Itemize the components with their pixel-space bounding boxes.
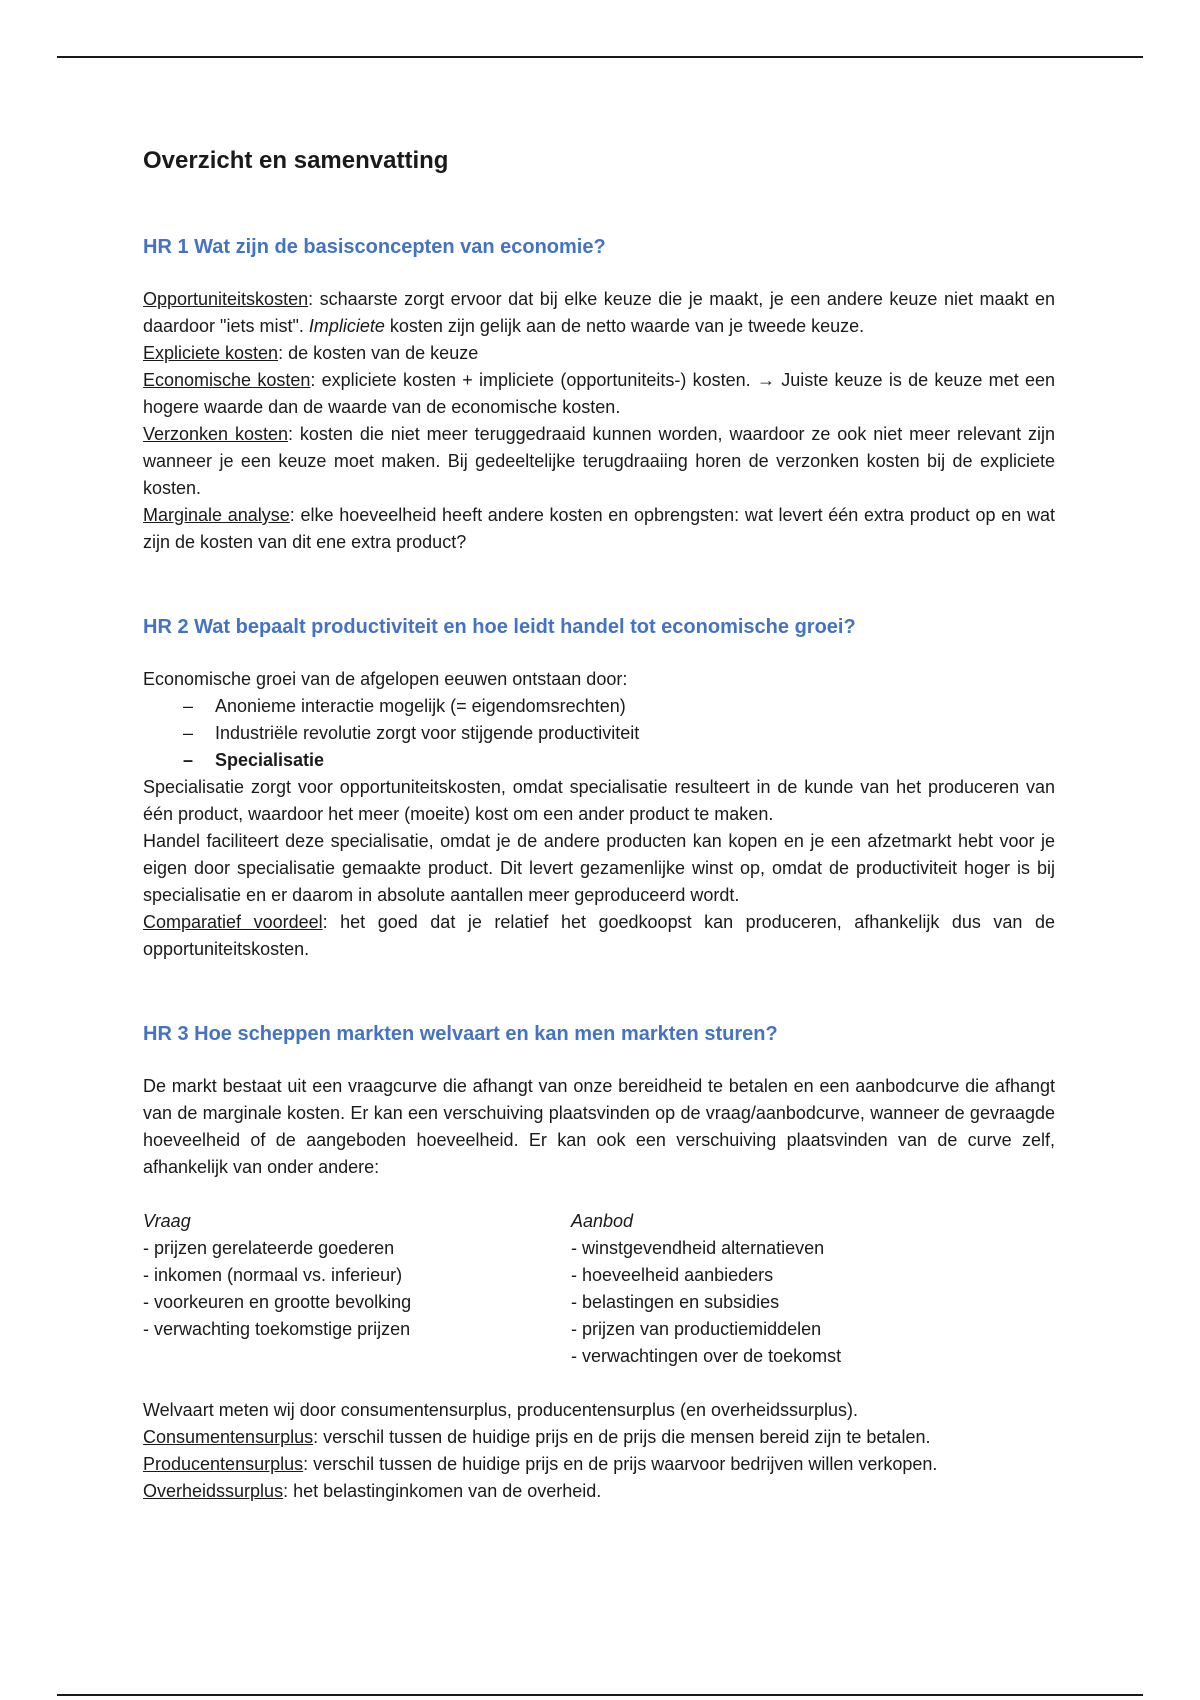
paragraph-handel: Handel faciliteert deze specialisatie, omdat je de andere producten kan kopen en je een afzetmarkt hebt voor je eigen door specialisatie gemaakte product. Dit levert gezamenlijke winst op, omdat de productiviteit hoger is bij specialisatie en er daarom in absolute aantallen meer geproduceerd wordt.: [143, 831, 1055, 905]
definition-text: kosten zijn gelijk aan de netto waarde van je tweede keuze.: [384, 316, 865, 336]
definition-text: : expliciete kosten + impliciete (opportuniteits-) kosten. → Juiste keuze is de keuze met een hogere waarde dan de waarde van de economische kosten.: [143, 370, 1055, 417]
page-title: Overzicht en samenvatting: [143, 147, 449, 174]
section-body-hr1: [143, 286, 1055, 556]
definition-text: : schaarste zorgt ervoor dat bij elke keuze die je maakt, je een andere keuze niet maakt en daardoor "iets mist".: [143, 289, 1055, 336]
list-item: – Specialisatie: [183, 747, 1055, 774]
paragraph-welvaart: Welvaart meten wij door consumentensurplus, producentensurplus (en overheidssurplus).: [143, 1400, 859, 1420]
list-item: - prijzen gerelateerde goederen: [143, 1238, 395, 1258]
aanbod-column: [571, 1208, 999, 1370]
paragraph-intro: Economische groei van de afgelopen eeuwen ontstaan door:: [143, 669, 628, 689]
paragraph-specialisatie: Specialisatie zorgt voor opportuniteitskosten, omdat specialisatie resulteert in de kunde van het produceren van één product, waardoor het meer (moeite) kost om een ander product te maken.: [143, 777, 1055, 824]
list-item: - belastingen en subsidies: [571, 1292, 780, 1312]
definition-text: : elke hoeveelheid heeft andere kosten en opbrengsten: wat levert één extra product op en wat zijn de kosten van dit ene extra product?: [143, 505, 1055, 552]
list-item: - inkomen (normaal vs. inferieur): [143, 1265, 403, 1285]
definition-text: : het belastinginkomen van de overheid.: [283, 1481, 602, 1501]
list-item: – Anonieme interactie mogelijk (= eigendomsrechten): [183, 693, 1055, 720]
document-page: [143, 140, 1055, 1505]
emphasis-text: Impliciete: [308, 316, 385, 336]
list-item: - verwachtingen over de toekomst: [571, 1346, 842, 1366]
list-item: - hoeveelheid aanbieders: [571, 1265, 774, 1285]
term-overheidssurplus: Overheidssurplus: [143, 1481, 284, 1501]
section-heading-hr1: HR 1 Wat zijn de basisconcepten van economie?: [143, 236, 606, 258]
definition-text: : de kosten van de keuze: [278, 343, 479, 363]
section-body-hr3: [143, 1073, 1055, 1505]
paragraph-markt: De markt bestaat uit een vraagcurve die afhangt van onze bereidheid te betalen en een aanbodcurve die afhangt van de marginale kosten. Er kan een verschuiving plaatsvinden op de vraag/aanbodcurve, wanneer de gevraagde hoeveelheid of de aangeboden hoeveelheid. Er kan ook een verschuiving plaatsvinden van de curve zelf, afhankelijk van onder andere:: [143, 1076, 1055, 1177]
list-item: - verwachting toekomstige prijzen: [143, 1319, 411, 1339]
list-item: - prijzen van productiemiddelen: [571, 1319, 822, 1339]
paragraph-producentensurplus: [143, 1451, 1055, 1478]
vraag-column: [143, 1208, 571, 1370]
definition-text: : kosten die niet meer teruggedraaid kunnen worden, waardoor ze ook niet meer relevant zijn wanneer je een keuze moet maken. Bij gedeeltelijke terugdraaiing horen de verzonken kosten bij de expliciete kosten.: [143, 424, 1055, 498]
section-body-hr2: [143, 666, 1055, 963]
paragraph-consumentensurplus: [143, 1424, 1055, 1451]
section-heading-hr3: HR 3 Hoe scheppen markten welvaart en kan men markten sturen?: [143, 1023, 778, 1045]
term-consumentensurplus: Consumentensurplus: [143, 1427, 314, 1447]
list-item: - voorkeuren en grootte bevolking: [143, 1292, 412, 1312]
vraag-heading: Vraag: [143, 1211, 191, 1231]
list-item: – Industriële revolutie zorgt voor stijgende productiviteit: [183, 720, 1055, 747]
header-rule: [57, 56, 1143, 58]
term-verzonken-kosten: Verzonken kosten: [143, 424, 288, 444]
paragraph-expliciete-kosten: [143, 340, 1055, 367]
definition-text: : verschil tussen de huidige prijs en de prijs waarvoor bedrijven willen verkopen.: [303, 1454, 938, 1474]
term-expliciete-kosten: Expliciete kosten: [143, 343, 279, 363]
term-opportuniteitskosten: Opportuniteitskosten: [143, 289, 309, 309]
term-economische-kosten: Economische kosten: [143, 370, 311, 390]
growth-factors-list: [143, 693, 1055, 774]
shift-factors-columns: [143, 1208, 1055, 1370]
paragraph-overheidssurplus: [143, 1478, 1055, 1505]
paragraph-verzonken-kosten: [143, 421, 1055, 502]
term-marginale-analyse: Marginale analyse: [143, 505, 290, 525]
section-heading-hr2: HR 2 Wat bepaalt productiviteit en hoe leidt handel tot economische groei?: [143, 616, 856, 638]
paragraph-comparatief-voordeel: [143, 909, 1055, 963]
spacer: [143, 1370, 1055, 1397]
definition-text: : het goed dat je relatief het goedkoopst kan produceren, afhankelijk dus van de opportuniteitskosten.: [143, 912, 1055, 959]
paragraph-marginale-analyse: [143, 502, 1055, 556]
paragraph-economische-kosten: [143, 367, 1055, 421]
term-comparatief-voordeel: Comparatief voordeel: [143, 912, 323, 932]
paragraph-opportuniteitskosten: [143, 286, 1055, 340]
footer-rule: [57, 1694, 1143, 1696]
term-producentensurplus: Producentensurplus: [143, 1454, 304, 1474]
definition-text: : verschil tussen de huidige prijs en de prijs die mensen bereid zijn te betalen.: [313, 1427, 931, 1447]
aanbod-heading: Aanbod: [571, 1211, 634, 1231]
list-item: - winstgevendheid alternatieven: [571, 1238, 825, 1258]
